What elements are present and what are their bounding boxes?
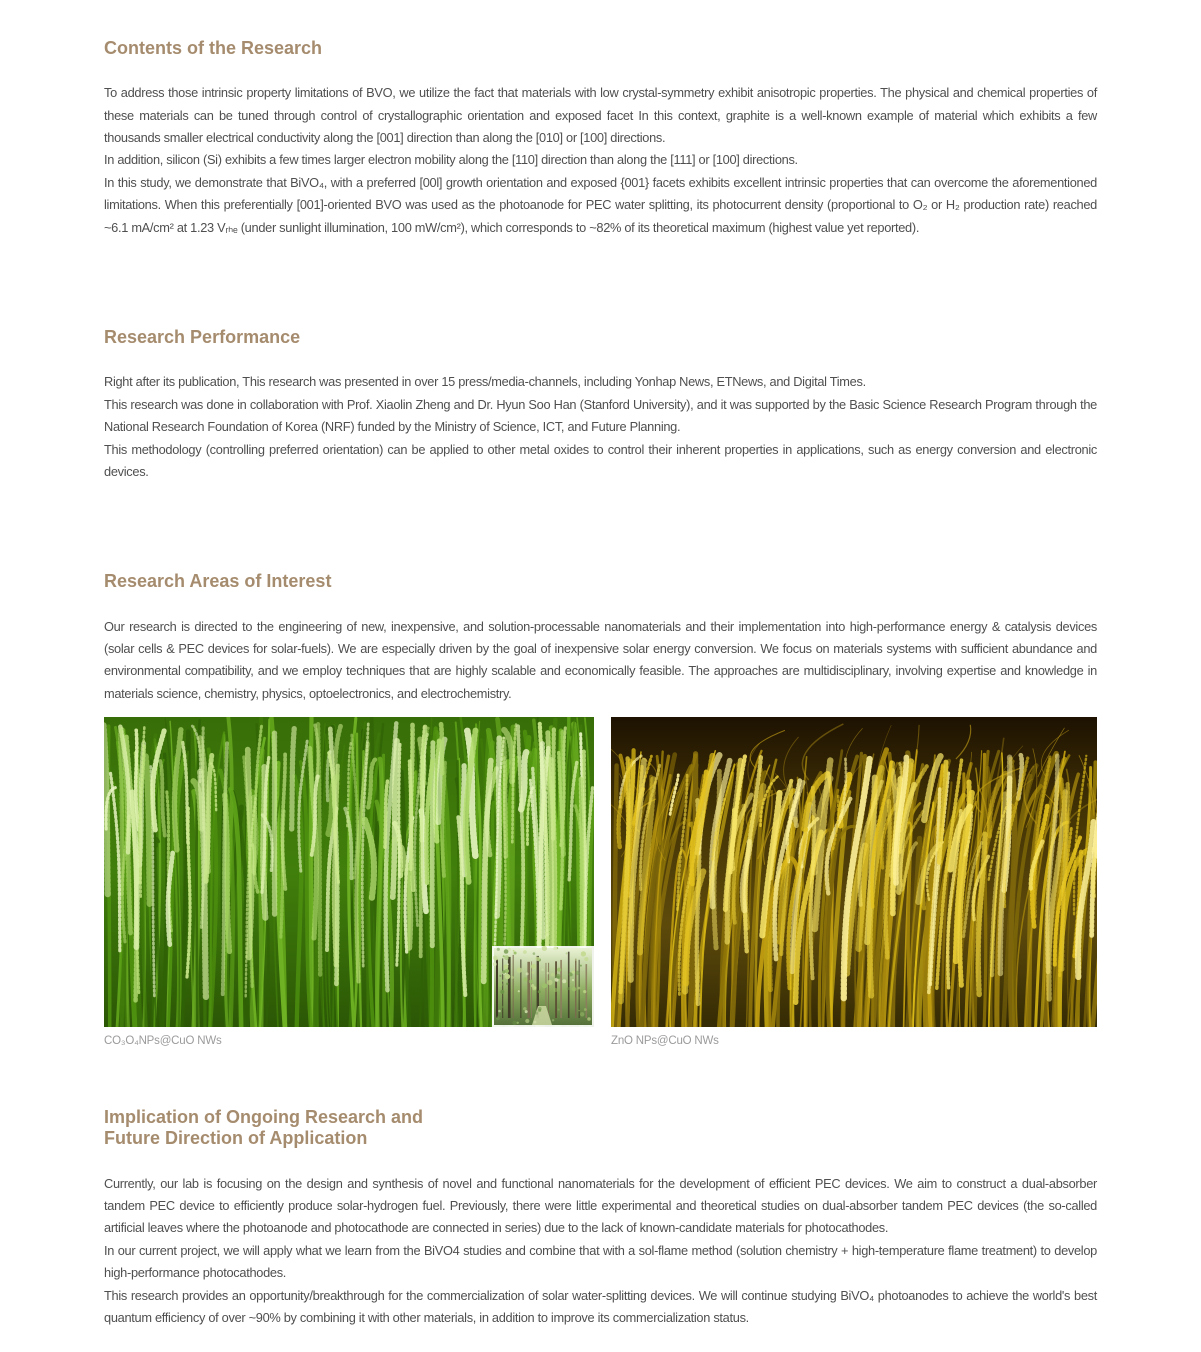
paragraph: In our current project, we will apply what we learn from the BiVO4 studies and combine that with a sol-flame method (solution chemistry + high-temperature flame treatment) to develop high-performance photocathodes. — [104, 1242, 1097, 1281]
section-title-implication — [104, 1107, 1097, 1149]
paragraph: In addition, silicon (Si) exhibits a few times larger electron mobility along the [110] direction than along the [111] or [100] directions. — [104, 152, 798, 168]
figure-co3o4-cuo-nanowires — [104, 717, 594, 1047]
section-body — [104, 616, 1097, 706]
section-title-contents: Contents of the Research — [104, 38, 323, 58]
section-body — [104, 1173, 1097, 1330]
section-title-areas: Research Areas of Interest — [104, 571, 332, 592]
sem-image-green-nanowires — [104, 717, 594, 1027]
sem-image-gold-nanowires — [611, 717, 1097, 1027]
figure-caption-right: ZnO NPs@CuO NWs — [611, 1035, 719, 1048]
paragraph: This research provides an opportunity/breakthrough for the commercialization of solar water-splitting devices. We will continue studying BiVO₄ photoanodes to achieve the world's best quantum efficiency of over ~90% by combining it with other materials, in addition to improve its commercialization status. — [104, 1287, 1097, 1326]
figure-caption-left: CO₃O₄NPs@CuO NWs — [104, 1035, 222, 1048]
section-research-performance — [104, 327, 1097, 483]
section-title-performance: Research Performance — [104, 327, 301, 348]
paragraph: Our research is directed to the engineering of new, inexpensive, and solution-processable nanomaterials and their implementation into high-performance energy & catalysis devices (solar cells & PEC devices for solar-fuels). We are especially driven by the goal of inexpensive solar energy conversion. We focus on materials systems with sufficient abundance and environmental compatibility, and we employ techniques that are highly scalable and economically feasible. The approaches are multidisciplinary, involving expertise and knowledge in materials science, chemistry, physics, optoelectronics, and electrochemistry. — [104, 618, 1097, 701]
paragraph: Right after its publication, This research was presented in over 15 press/media-channels, including Yonhap News, ETNews, and Digital Times. — [104, 374, 866, 390]
paragraph: This research was done in collaboration with Prof. Xiaolin Zheng and Dr. Hyun Soo Han (Stanford University), and it was supported by the Basic Science Research Program through the National Research Foundation of Korea (NRF) funded by the Ministry of Science, ICT, and Future Planning. — [104, 396, 1097, 435]
paragraph: In this study, we demonstrate that BiVO₄, with a preferred [00l] growth orientation and exposed {001} facets exhibits excellent intrinsic properties that can overcome the aforementioned limitations. When this preferentially [001]-oriented BVO was used as the photoanode for PEC water splitting, its photocurrent density (proportional to O₂ or H₂ production rate) reached ~6.1 mA/cm² at 1.23 Vᵣₕₑ (under sunlight illumination, 100 mW/cm²), which corresponds to ~82% of its theoretical maximum (highest value yet reported). — [104, 174, 1097, 235]
figure-row — [104, 717, 1097, 1047]
paragraph: This methodology (controlling preferred orientation) can be applied to other metal oxides to control their inherent properties in applications, such as energy conversion and electronic devices. — [104, 441, 1097, 479]
figure-zno-cuo-nanowires — [611, 717, 1097, 1047]
paragraph: Currently, our lab is focusing on the design and synthesis of novel and functional nanomaterials for the development of efficient PEC devices. We aim to construct a dual-absorber tandem PEC device to efficiently produce solar-hydrogen fuel. Previously, there were little experimental and theoretical studies on dual-absorber tandem PEC devices (the so-called artificial leaves where the photoanode and photocathode are connected in series) due to the lack of known-candidate materials for photocathodes. — [104, 1175, 1097, 1236]
section-research-areas — [104, 571, 1097, 1047]
paragraph: To address those intrinsic property limitations of BVO, we utilize the fact that materials with low crystal-symmetry exhibit anisotropic properties. The physical and chemical properties of these materials can be tuned through control of crystallographic orientation and exposed facet In this context, graphite is a well-known example of material which exhibits a few thousands smaller electrical conductivity along the [001] direction than along the [010] or [100] directions. — [104, 85, 1097, 146]
title-line-1: Implication of Ongoing Research and — [104, 1107, 424, 1128]
section-body — [104, 82, 1097, 239]
section-body — [104, 371, 1097, 483]
section-implication-future — [104, 1107, 1097, 1329]
section-contents-of-research — [104, 38, 1097, 239]
title-line-2: Future Direction of Application — [104, 1128, 368, 1149]
